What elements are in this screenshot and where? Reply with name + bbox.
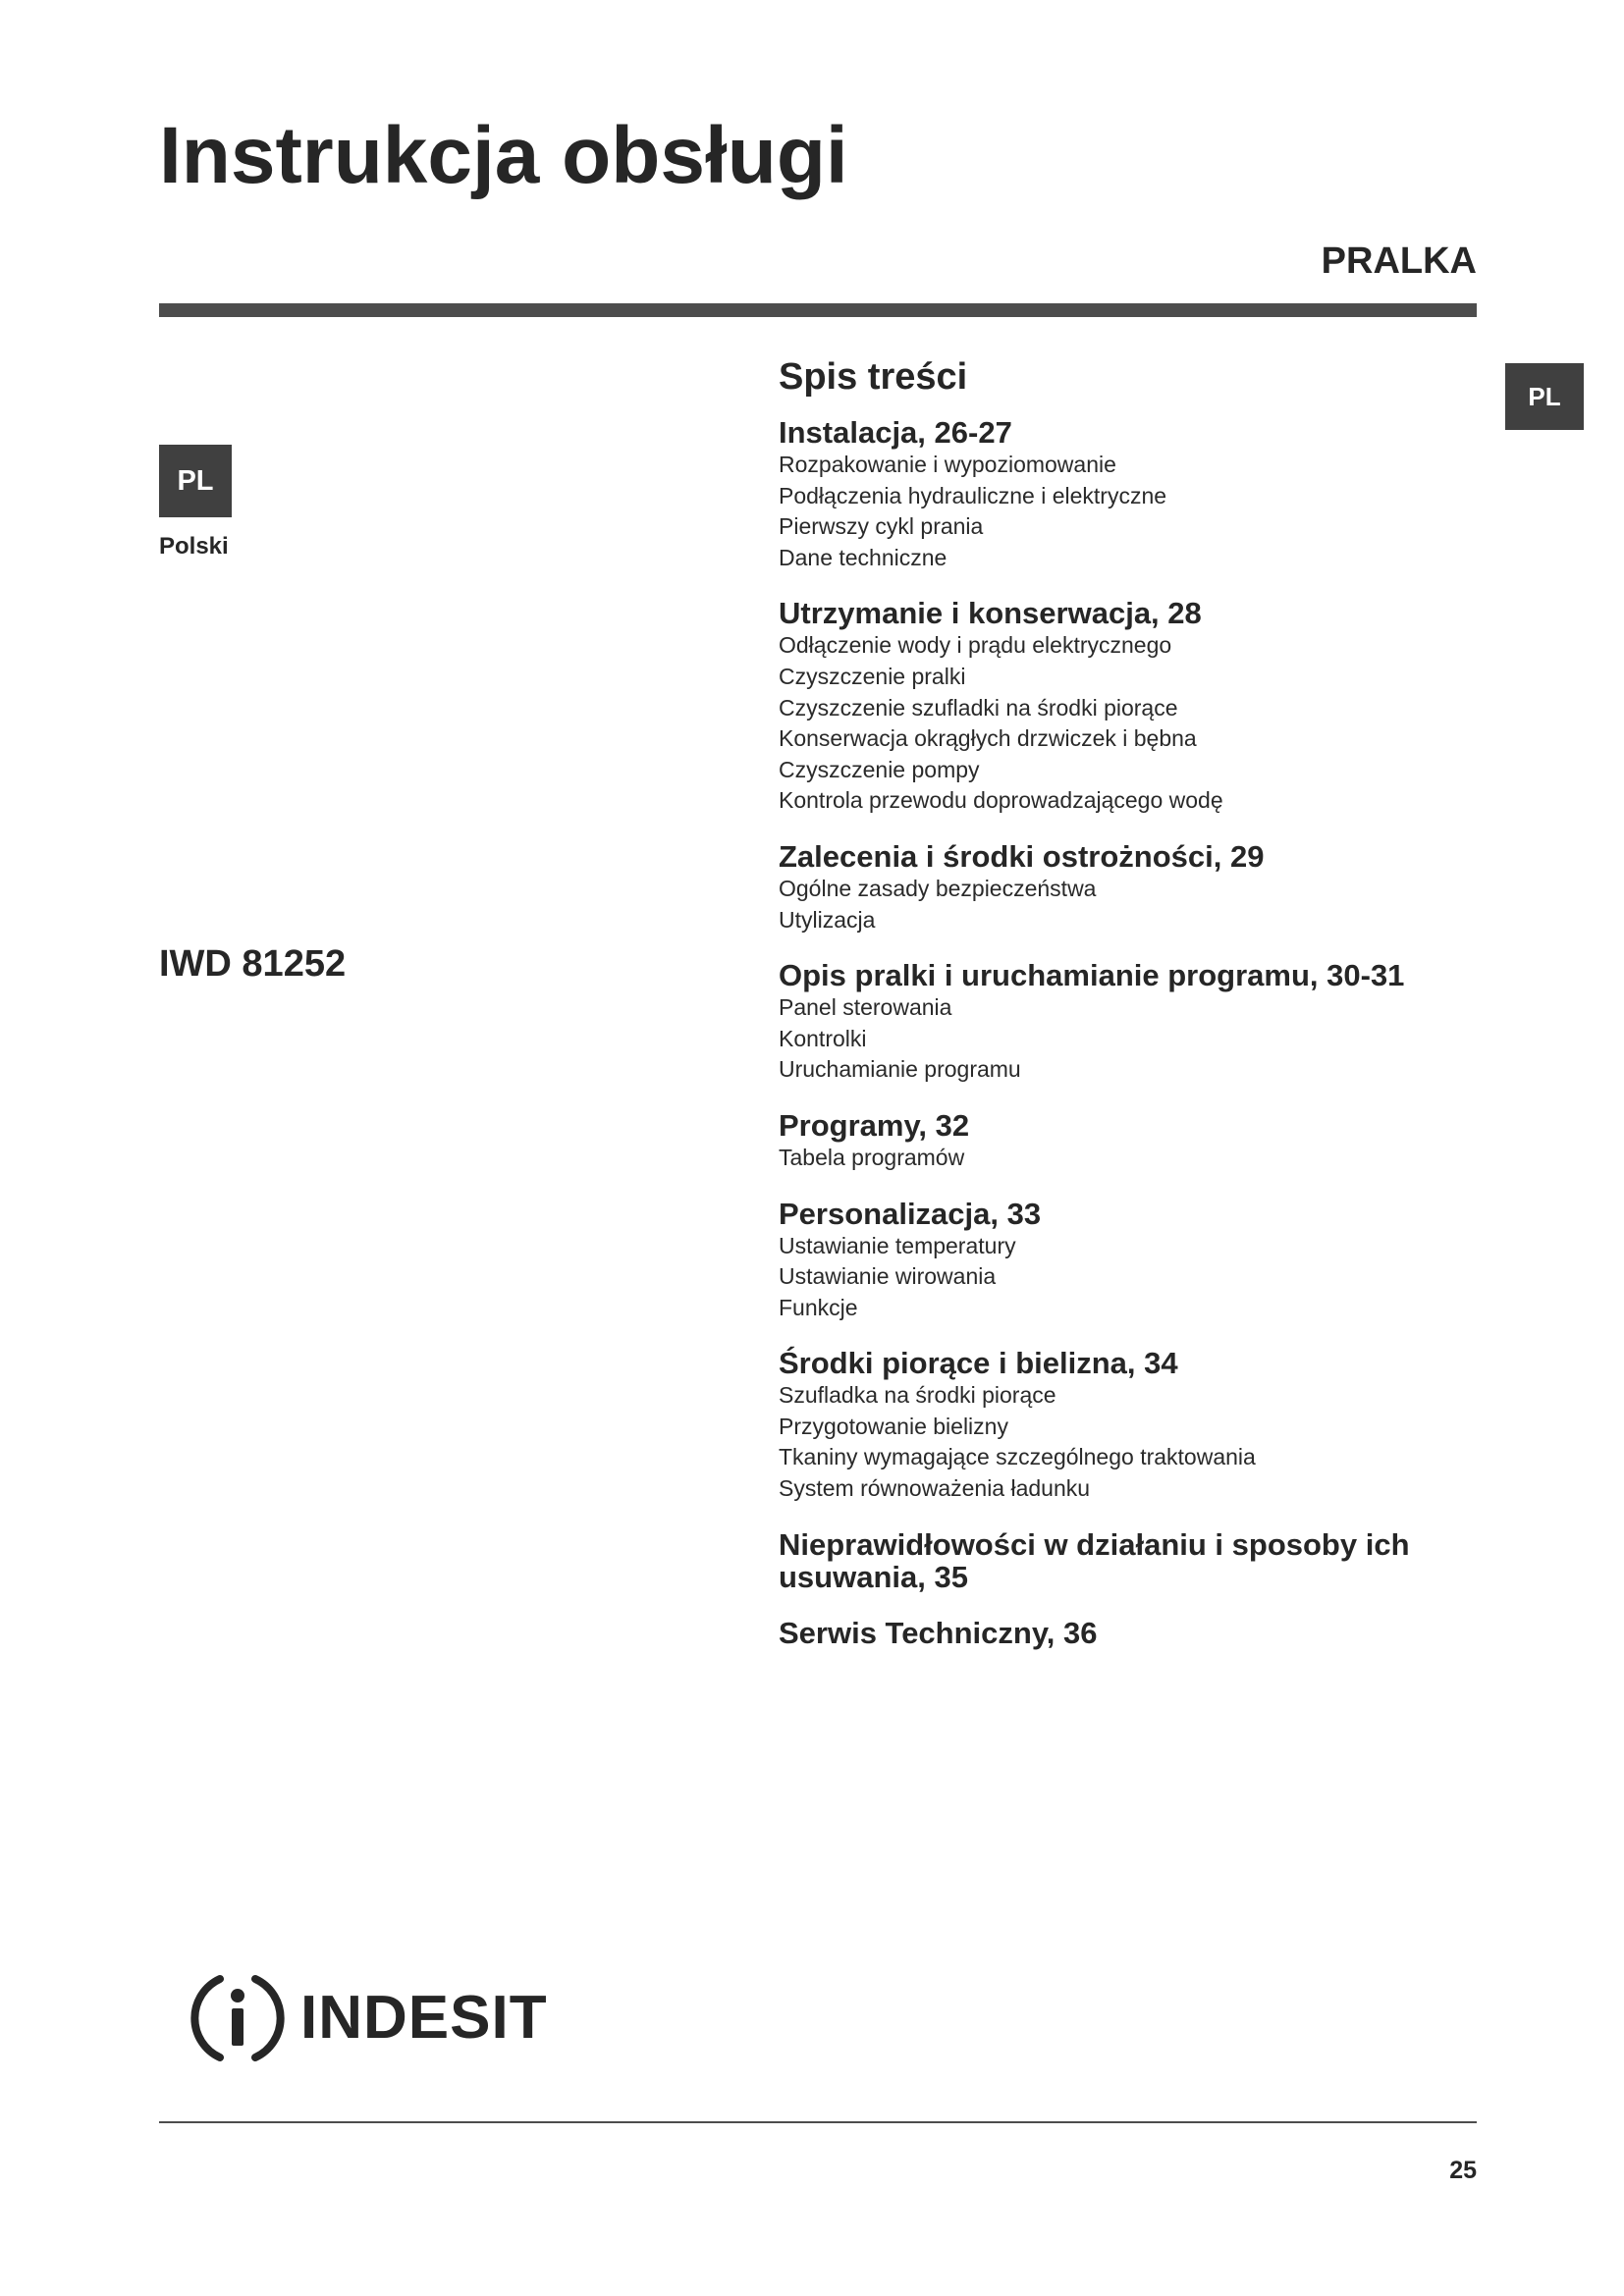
toc-item: Konserwacja okrągłych drzwiczek i bębna <box>779 725 1197 752</box>
language-tab: PL <box>1505 363 1584 430</box>
header-divider <box>159 303 1477 317</box>
language-badge: PL <box>159 445 232 517</box>
toc-sections <box>779 416 1486 1649</box>
toc-section <box>779 416 1486 573</box>
toc-section <box>779 840 1486 935</box>
model-name: IWD 81252 <box>159 943 347 985</box>
toc-item: Czyszczenie pralki <box>779 663 966 689</box>
toc-section-heading: Opis pralki i uruchamianie programu, 30-31 <box>779 958 1405 993</box>
toc-item: Ustawianie wirowania <box>779 1263 997 1290</box>
toc-item: Odłączenie wody i prądu elektrycznego <box>779 632 1172 659</box>
brand-logo-text: INDESIT <box>300 1984 548 2052</box>
toc-item: Dane techniczne <box>779 544 947 570</box>
toc-item: Podłączenia hydrauliczne i elektryczne <box>779 482 1167 508</box>
toc-title: Spis treści <box>779 356 968 398</box>
toc-item: Szufladka na środki piorące <box>779 1382 1056 1409</box>
toc-item: Funkcje <box>779 1294 858 1320</box>
toc-section-heading: Serwis Techniczny, 36 <box>779 1615 1098 1650</box>
toc-item: Rozpakowanie i wypoziomowanie <box>779 452 1116 477</box>
toc-item: Pierwszy cykl prania <box>779 513 984 540</box>
toc-section-heading: Utrzymanie i konserwacja, 28 <box>779 596 1202 631</box>
toc-section <box>779 1528 1486 1593</box>
toc-item: Panel sterowania <box>779 994 952 1021</box>
toc-item: Kontrola przewodu doprowadzającego wodę <box>779 787 1223 814</box>
toc-item: Kontrolki <box>779 1025 867 1051</box>
toc-section-heading: Środki piorące i bielizna, 34 <box>779 1346 1178 1381</box>
toc-item: Uruchamianie programu <box>779 1056 1021 1083</box>
toc-item: Czyszczenie pompy <box>779 756 980 782</box>
toc-section-heading: Nieprawidłowości w działaniu i sposoby ich usuwania, 35 <box>779 1526 1410 1594</box>
table-of-contents <box>779 355 1486 1673</box>
toc-item: Tabela programów <box>779 1144 965 1170</box>
brand-logo <box>189 1969 548 2067</box>
toc-section <box>779 959 1486 1086</box>
toc-section-heading: Instalacja, 26-27 <box>779 415 1012 450</box>
toc-section-heading: Zalecenia i środki ostrożności, 29 <box>779 838 1265 874</box>
page-number: 25 <box>1449 2157 1477 2184</box>
toc-section <box>779 1617 1486 1649</box>
toc-section <box>779 1198 1486 1324</box>
toc-section <box>779 1109 1486 1174</box>
toc-section <box>779 597 1486 817</box>
toc-item: System równoważenia ładunku <box>779 1475 1091 1502</box>
toc-item: Tkaniny wymagające szczególnego traktowania <box>779 1444 1256 1470</box>
toc-item: Czyszczenie szufladki na środki piorące <box>779 694 1178 721</box>
toc-item: Ogólne zasady bezpieczeństwa <box>779 875 1097 901</box>
toc-item: Przygotowanie bielizny <box>779 1413 1008 1439</box>
toc-section-heading: Personalizacja, 33 <box>779 1196 1042 1231</box>
toc-item: Utylizacja <box>779 906 876 933</box>
footer-divider <box>159 2121 1477 2123</box>
language-label: Polski <box>159 533 229 560</box>
toc-section <box>779 1347 1486 1504</box>
toc-section-heading: Programy, 32 <box>779 1107 970 1143</box>
toc-item: Ustawianie temperatury <box>779 1232 1016 1258</box>
product-type-label: PRALKA <box>1321 240 1477 282</box>
document-title: Instrukcja obsługi <box>159 111 848 200</box>
indesit-i-logo-icon <box>189 1969 287 2067</box>
